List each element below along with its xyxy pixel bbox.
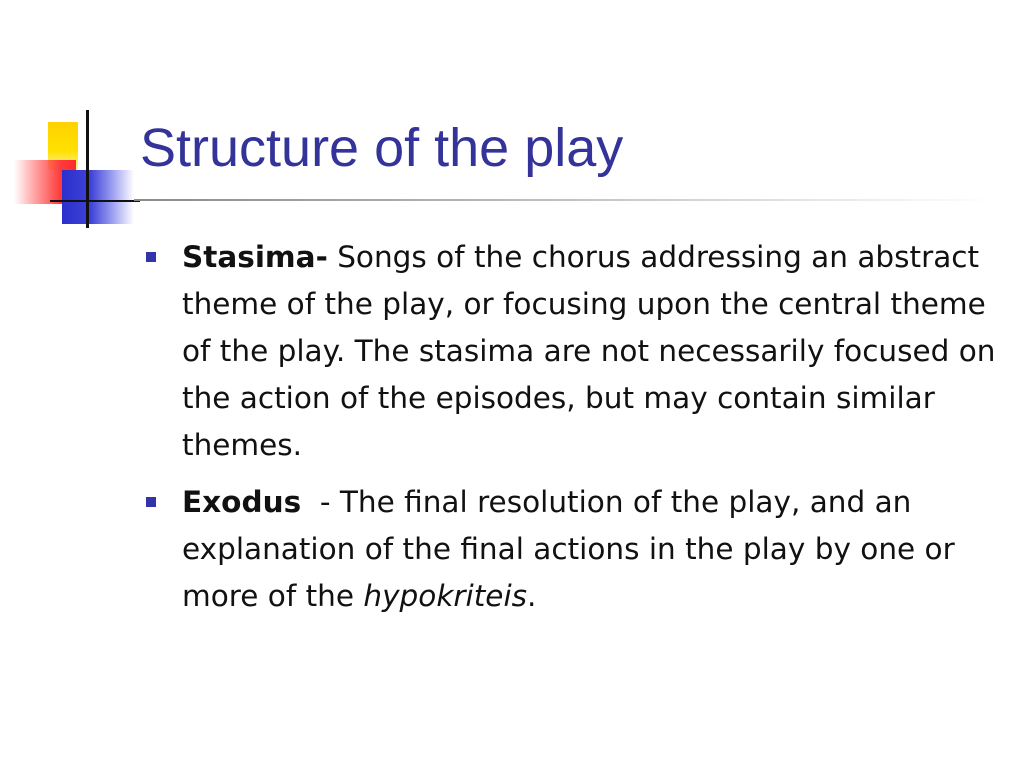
bullet-text-end: . — [527, 579, 537, 613]
horizontal-line-icon — [50, 200, 140, 202]
bullet-item-exodus — [142, 479, 1012, 620]
bullet-item-stasima — [142, 234, 1012, 469]
bullet-text: Songs of the chorus addressing an abstract theme of the play, or focusing upon the central theme of the play. The stasima are not necessarily focused on the action of the episodes, but may contain similar themes. — [182, 240, 996, 462]
bullet-list — [142, 234, 1012, 630]
vertical-line-icon — [86, 110, 89, 228]
title-divider — [134, 199, 994, 201]
bullet-text: - The final resolution of the play, and an explanation of the final actions in the play by one or more of the — [182, 485, 965, 613]
blue-square-icon — [62, 170, 134, 224]
bullet-term: Exodus — [182, 485, 302, 519]
bullet-italic-term: hypokriteis — [363, 579, 528, 613]
slide-title: Structure of the play — [140, 118, 624, 178]
square-bullet-icon — [146, 252, 156, 262]
bullet-term: Stasima- — [182, 240, 328, 274]
square-bullet-icon — [146, 497, 156, 507]
